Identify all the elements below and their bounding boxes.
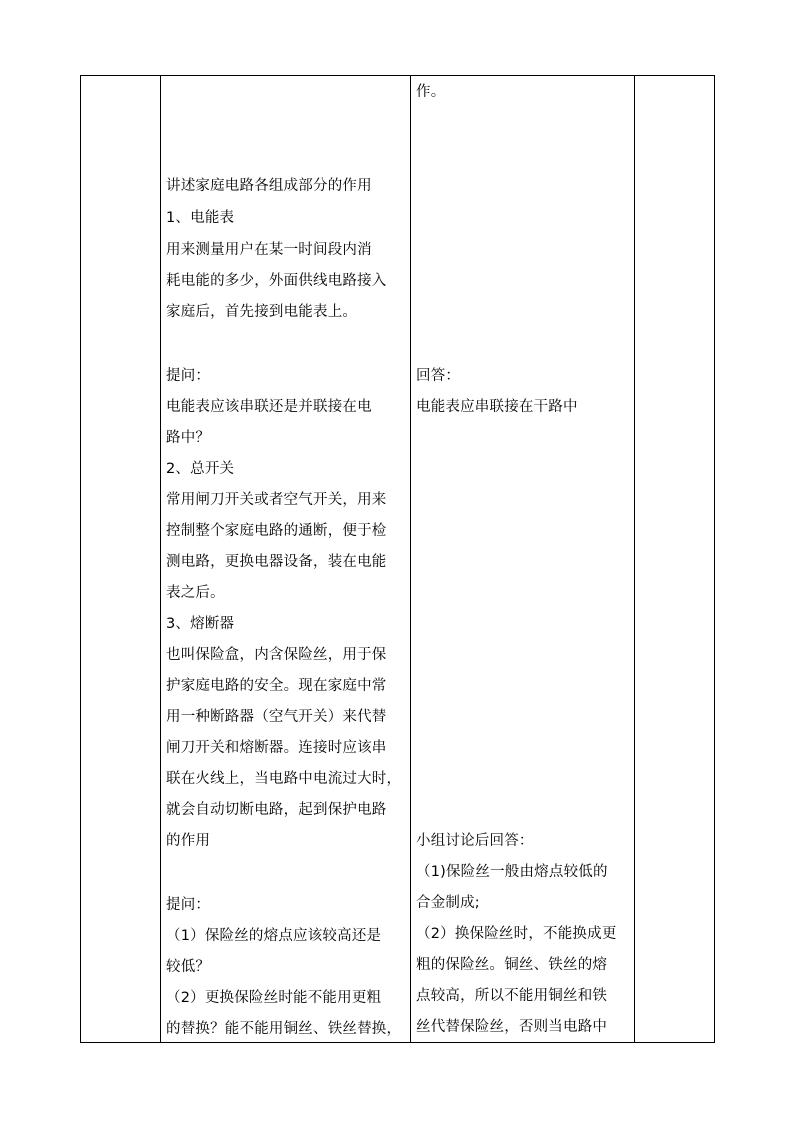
text-line: 家庭后，首先接到电能表上。 xyxy=(166,304,358,320)
text-line: 电能表应该串联还是并联接在电 xyxy=(166,399,372,415)
text-line: 用来测量用户在某一时间段内消 xyxy=(166,242,372,258)
text-line: 粗的保险丝。铜丝、铁丝的熔 xyxy=(416,957,608,973)
text-line: 点较高，所以不能用铜丝和铁 xyxy=(416,988,608,1004)
text-line: （2）换保险丝时，不能换成更 xyxy=(416,926,617,942)
text-line: 讲述家庭电路各组成部分的作用 xyxy=(166,178,372,194)
text-line: 丝代替保险丝，否则当电路中 xyxy=(416,1019,608,1035)
text-line: 用一种断路器（空气开关）来代替 xyxy=(166,709,387,725)
text-line: 表之后。 xyxy=(166,585,225,601)
text-line: 提问： xyxy=(166,368,211,384)
empty-right-column xyxy=(634,76,714,1042)
text-line: 的替换？能不能用铜丝、铁丝替换， xyxy=(166,1021,402,1037)
text-line: 控制整个家庭电路的通断，便于检 xyxy=(166,523,387,539)
text-line: 闸刀开关和熔断器。连接时应该串 xyxy=(166,740,387,756)
text-line: 路中？ xyxy=(166,430,211,446)
text-line: 常用闸刀开关或者空气开关，用来 xyxy=(166,492,387,508)
text-line: 较低？ xyxy=(166,959,211,975)
student-activity-column xyxy=(410,76,634,1042)
text-line: 1、电能表 xyxy=(166,210,235,226)
text-line: 电能表应串联接在干路中 xyxy=(416,399,578,415)
text-line: 测电路，更换电器设备，装在电能 xyxy=(166,554,387,570)
text-line: （1）保险丝的熔点应该较高还是 xyxy=(166,928,382,944)
text-line: 合金制成; xyxy=(416,895,480,911)
text-line: 的作用 xyxy=(166,833,211,849)
text-line: 联在火线上，当电路中电流过大时， xyxy=(166,771,402,787)
text-line: 也叫保险盒，内含保险丝，用于保 xyxy=(166,647,387,663)
lesson-table xyxy=(80,75,715,1043)
text-line: （2）更换保险丝时能不能用更粗 xyxy=(166,990,382,1006)
text-line: 耗电能的多少，外面供线电路接入 xyxy=(166,273,387,289)
text-line: 提问： xyxy=(166,897,211,913)
text-line: 小组讨论后回答： xyxy=(416,833,534,849)
text-line: 护家庭电路的安全。现在家庭中常 xyxy=(166,678,387,694)
empty-left-column xyxy=(81,76,160,1042)
text-line: 作。 xyxy=(416,84,446,100)
text-line: 3、熔断器 xyxy=(166,616,235,632)
text-line: 2、总开关 xyxy=(166,461,235,477)
text-line: 就会自动切断电路，起到保护电路 xyxy=(166,802,387,818)
teacher-activity-column xyxy=(160,76,410,1042)
text-line: （1)保险丝一般由熔点较低的 xyxy=(416,864,608,880)
text-line: 回答： xyxy=(416,368,461,384)
